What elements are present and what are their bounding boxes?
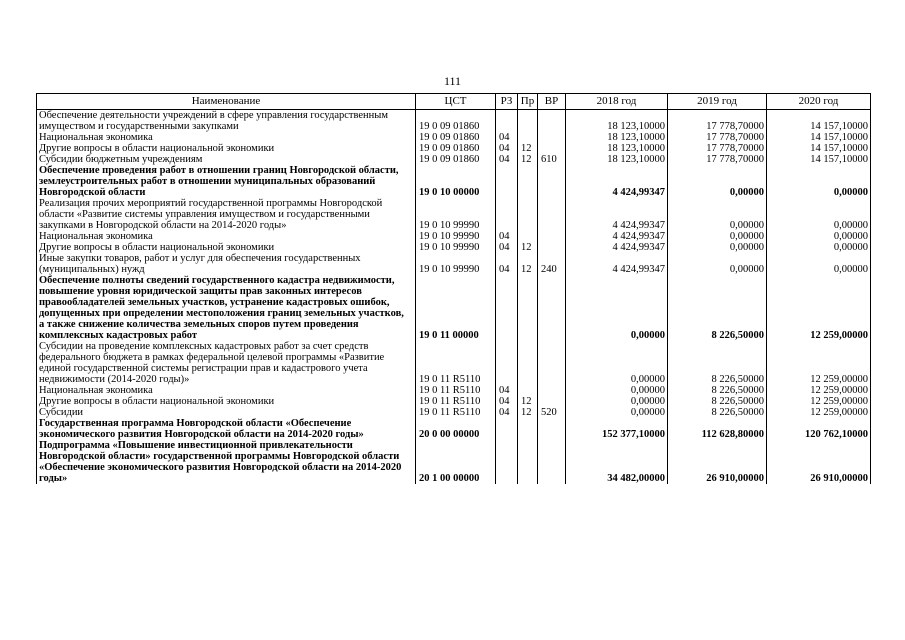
header-vr: ВР xyxy=(538,94,566,110)
row-2019: 8 226,50000 xyxy=(668,385,767,396)
row-2020: 0,00000 xyxy=(767,198,871,231)
row-pr xyxy=(518,275,538,341)
row-cst: 19 0 11 00000 xyxy=(416,275,496,341)
row-2018: 18 123,10000 xyxy=(566,132,668,143)
row-name: Другие вопросы в области национальной экономики xyxy=(37,143,416,154)
row-rz: 04 xyxy=(496,396,518,407)
row-2018: 0,00000 xyxy=(566,385,668,396)
table-row xyxy=(37,440,871,484)
row-vr xyxy=(538,418,566,440)
row-2019: 8 226,50000 xyxy=(668,275,767,341)
table-row xyxy=(37,396,871,407)
header-rz: РЗ xyxy=(496,94,518,110)
row-2019: 26 910,00000 xyxy=(668,440,767,484)
row-2018: 0,00000 xyxy=(566,341,668,385)
row-pr xyxy=(518,165,538,198)
row-cst: 19 0 09 01860 xyxy=(416,143,496,154)
row-vr xyxy=(538,198,566,231)
row-pr xyxy=(518,231,538,242)
row-rz: 04 xyxy=(496,143,518,154)
row-2019: 8 226,50000 xyxy=(668,396,767,407)
row-vr xyxy=(538,275,566,341)
table-row xyxy=(37,275,871,341)
row-name: Субсидии xyxy=(37,407,416,418)
row-2020: 12 259,00000 xyxy=(767,341,871,385)
row-vr xyxy=(538,231,566,242)
row-vr xyxy=(538,385,566,396)
row-name: Национальная экономика xyxy=(37,385,416,396)
row-2020: 12 259,00000 xyxy=(767,385,871,396)
row-cst: 20 1 00 00000 xyxy=(416,440,496,484)
row-rz: 04 xyxy=(496,154,518,165)
row-2019: 0,00000 xyxy=(668,253,767,275)
table-row xyxy=(37,154,871,165)
table-row xyxy=(37,231,871,242)
header-2019: 2019 год xyxy=(668,94,767,110)
row-rz xyxy=(496,110,518,133)
row-2020: 0,00000 xyxy=(767,253,871,275)
table-header-row xyxy=(37,94,871,110)
row-2018: 18 123,10000 xyxy=(566,110,668,133)
row-pr xyxy=(518,341,538,385)
row-cst: 19 0 10 99990 xyxy=(416,242,496,253)
table-row xyxy=(37,110,871,133)
table-row xyxy=(37,198,871,231)
row-2020: 14 157,10000 xyxy=(767,154,871,165)
row-name: Иные закупки товаров, работ и услуг для обеспечения государственных (муниципальных) нужд xyxy=(37,253,416,275)
row-2018: 152 377,10000 xyxy=(566,418,668,440)
row-pr: 12 xyxy=(518,154,538,165)
row-cst: 19 0 09 01860 xyxy=(416,132,496,143)
row-cst: 19 0 11 R5110 xyxy=(416,385,496,396)
row-cst: 19 0 11 R5110 xyxy=(416,407,496,418)
row-2020: 12 259,00000 xyxy=(767,275,871,341)
row-cst: 19 0 10 00000 xyxy=(416,165,496,198)
table-row xyxy=(37,341,871,385)
row-2018: 18 123,10000 xyxy=(566,154,668,165)
row-2020: 14 157,10000 xyxy=(767,143,871,154)
row-rz: 04 xyxy=(496,242,518,253)
table-row xyxy=(37,165,871,198)
row-rz: 04 xyxy=(496,253,518,275)
row-rz: 04 xyxy=(496,231,518,242)
row-cst: 19 0 11 R5110 xyxy=(416,341,496,385)
row-name: Реализация прочих мероприятий государственной программы Новгородской области «Развитие системы управления имуществом и государственными закупками в Новгородской области на 2014-2020 годы» xyxy=(37,198,416,231)
row-rz xyxy=(496,341,518,385)
row-2018: 34 482,00000 xyxy=(566,440,668,484)
row-vr xyxy=(538,440,566,484)
row-2019: 8 226,50000 xyxy=(668,341,767,385)
row-2019: 17 778,70000 xyxy=(668,143,767,154)
row-cst: 19 0 11 R5110 xyxy=(416,396,496,407)
table-row xyxy=(37,242,871,253)
row-name: Национальная экономика xyxy=(37,132,416,143)
row-cst: 19 0 10 99990 xyxy=(416,198,496,231)
table-row xyxy=(37,132,871,143)
row-rz xyxy=(496,418,518,440)
row-cst: 19 0 10 99990 xyxy=(416,231,496,242)
table-row xyxy=(37,385,871,396)
row-vr xyxy=(538,143,566,154)
row-2018: 4 424,99347 xyxy=(566,242,668,253)
row-2020: 120 762,10000 xyxy=(767,418,871,440)
row-pr xyxy=(518,440,538,484)
header-2020: 2020 год xyxy=(767,94,871,110)
row-2020: 26 910,00000 xyxy=(767,440,871,484)
row-2019: 0,00000 xyxy=(668,198,767,231)
row-vr xyxy=(538,165,566,198)
table-row xyxy=(37,418,871,440)
row-pr xyxy=(518,385,538,396)
row-name: Обеспечение проведения работ в отношении границ Новгородской области, землеустроительных работ в отношении муниципальных образований Новгородской области xyxy=(37,165,416,198)
row-2018: 4 424,99347 xyxy=(566,165,668,198)
row-name: Государственная программа Новгородской области «Обеспечение экономического развития Новгородской области на 2014-2020 годы» xyxy=(37,418,416,440)
row-2018: 0,00000 xyxy=(566,275,668,341)
row-2020: 0,00000 xyxy=(767,242,871,253)
row-2020: 0,00000 xyxy=(767,231,871,242)
row-vr xyxy=(538,341,566,385)
header-2018: 2018 год xyxy=(566,94,668,110)
row-vr xyxy=(538,132,566,143)
row-2018: 4 424,99347 xyxy=(566,198,668,231)
row-name: Другие вопросы в области национальной экономики xyxy=(37,396,416,407)
row-2018: 0,00000 xyxy=(566,407,668,418)
row-rz xyxy=(496,275,518,341)
row-rz xyxy=(496,440,518,484)
row-name: Субсидии на проведение комплексных кадастровых работ за счет средств федерального бюджета в рамках федеральной целевой программы «Развитие единой государственной системы регистрации прав и кадастрового учета недвижимости (2014-2020 годы)» xyxy=(37,341,416,385)
budget-table xyxy=(36,93,871,484)
row-2020: 12 259,00000 xyxy=(767,396,871,407)
row-2018: 4 424,99347 xyxy=(566,231,668,242)
row-rz xyxy=(496,198,518,231)
row-pr xyxy=(518,198,538,231)
row-2019: 0,00000 xyxy=(668,242,767,253)
row-pr: 12 xyxy=(518,253,538,275)
row-name: Другие вопросы в области национальной экономики xyxy=(37,242,416,253)
row-pr: 12 xyxy=(518,396,538,407)
row-vr xyxy=(538,110,566,133)
row-pr xyxy=(518,132,538,143)
row-vr: 610 xyxy=(538,154,566,165)
row-2018: 4 424,99347 xyxy=(566,253,668,275)
row-cst: 20 0 00 00000 xyxy=(416,418,496,440)
row-2019: 17 778,70000 xyxy=(668,154,767,165)
row-2020: 12 259,00000 xyxy=(767,407,871,418)
row-2018: 0,00000 xyxy=(566,396,668,407)
row-2020: 0,00000 xyxy=(767,165,871,198)
row-pr: 12 xyxy=(518,242,538,253)
row-vr xyxy=(538,242,566,253)
row-2020: 14 157,10000 xyxy=(767,132,871,143)
header-pr: Пр xyxy=(518,94,538,110)
row-pr xyxy=(518,110,538,133)
row-2019: 17 778,70000 xyxy=(668,110,767,133)
row-2019: 8 226,50000 xyxy=(668,407,767,418)
row-name: Национальная экономика xyxy=(37,231,416,242)
row-rz xyxy=(496,165,518,198)
row-2019: 17 778,70000 xyxy=(668,132,767,143)
row-rz: 04 xyxy=(496,407,518,418)
row-rz: 04 xyxy=(496,385,518,396)
row-2020: 14 157,10000 xyxy=(767,110,871,133)
page-number: 111 xyxy=(443,74,462,88)
row-name: Обеспечение полноты сведений государственного кадастра недвижимости, повышение уровня юридической защиты прав законных интересов правообладателей земельных участков, устранение кадастровых ошибок, допущенных при определении местоположения границ земельных участков, а также снижение количества земельных споров путем проведения комплексных кадастровых работ xyxy=(37,275,416,341)
row-name: Обеспечение деятельности учреждений в сфере управления государственным имуществом и государственными закупками xyxy=(37,110,416,133)
row-2019: 112 628,80000 xyxy=(668,418,767,440)
header-name: Наименование xyxy=(37,94,416,110)
row-rz: 04 xyxy=(496,132,518,143)
row-cst: 19 0 09 01860 xyxy=(416,110,496,133)
row-pr: 12 xyxy=(518,407,538,418)
row-pr xyxy=(518,418,538,440)
table-row xyxy=(37,143,871,154)
row-name: Субсидии бюджетным учреждениям xyxy=(37,154,416,165)
row-cst: 19 0 10 99990 xyxy=(416,253,496,275)
row-vr: 520 xyxy=(538,407,566,418)
header-cst: ЦСТ xyxy=(416,94,496,110)
row-vr xyxy=(538,396,566,407)
row-2018: 18 123,10000 xyxy=(566,143,668,154)
table-row xyxy=(37,253,871,275)
row-2019: 0,00000 xyxy=(668,231,767,242)
row-pr: 12 xyxy=(518,143,538,154)
row-cst: 19 0 09 01860 xyxy=(416,154,496,165)
row-name: Подпрограмма «Повышение инвестиционной привлекательности Новгородской области» государственной программы Новгородской области «Обеспечение экономического развития Новгородской области на 2014-2020 годы» xyxy=(37,440,416,484)
row-2019: 0,00000 xyxy=(668,165,767,198)
table-row xyxy=(37,407,871,418)
row-vr: 240 xyxy=(538,253,566,275)
